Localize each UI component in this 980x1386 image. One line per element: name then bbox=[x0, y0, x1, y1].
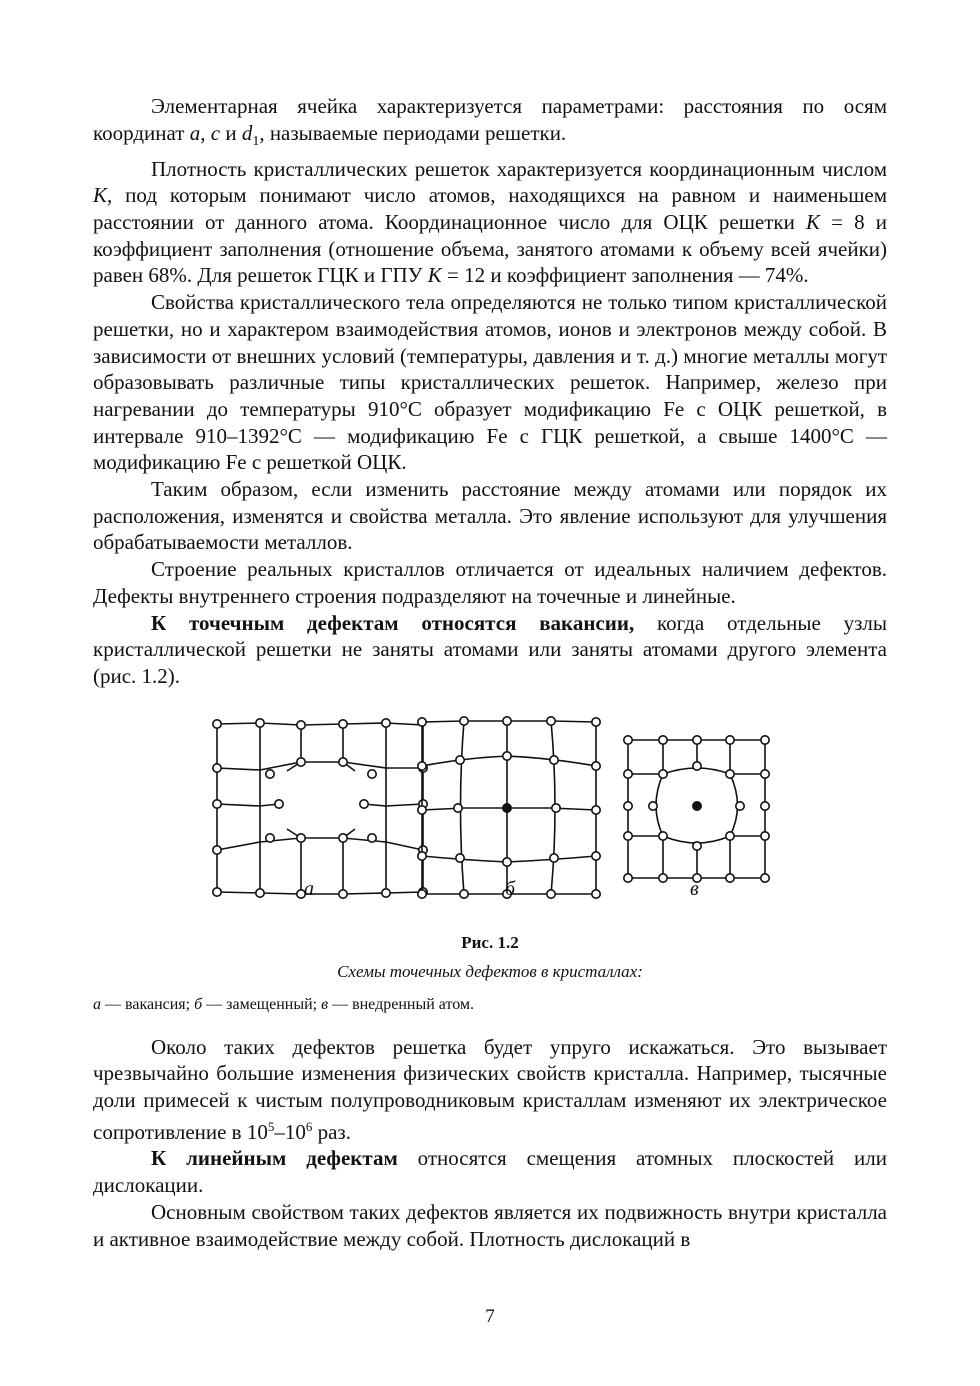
interstitial-atom bbox=[693, 801, 701, 809]
figure-label-a: а bbox=[304, 877, 314, 900]
paragraph-linear-defects: К линейным дефектам относятся смещения атомных плоскостей или дислокации. bbox=[93, 1146, 887, 1198]
figure-label-c: в bbox=[690, 877, 699, 900]
page-number: 7 bbox=[485, 1306, 495, 1327]
page-body bbox=[93, 93, 887, 1252]
figure-caption-number: Рис. 1.2 bbox=[461, 932, 519, 952]
paragraph-point-defects: К точечным дефектам относятся вакансии, когда отдельные узлы кристаллической решетки не заняты атомами или заняты атомами другого элемента (рис. 1.2). bbox=[93, 610, 887, 688]
lattice-interstitial bbox=[624, 735, 769, 881]
paragraph-unit-cell: Элементарная ячейка характеризуется параметрами: расстояния по осям координат a, c и $d_1$, называемые периодами решетки. bbox=[93, 94, 887, 149]
lattice-substituted bbox=[418, 716, 600, 897]
paragraph-conclusion: Таким образом, если изменить расстояние между атомами или порядок их расположения, изменятся и свойства металла. Это явление используют для улучшения обрабатываемости металлов. bbox=[93, 477, 887, 555]
paragraph-distortion: Около таких дефектов решетка будет упруго искажаться. Это вызывает чрезвычайно большие изменения физических свойств кристалла. Например, тысячные доли примесей к чистым полупроводниковым кристаллам изменяют их электрическое сопротивление в $10^5-10^6$ раз. bbox=[93, 1034, 887, 1144]
defect-lattice-diagrams bbox=[93, 694, 887, 906]
substituted-atom bbox=[503, 803, 511, 811]
paragraph-density: Плотность кристаллических решеток характеризуется координационным числом K, под которым понимают число атомов, находящихся на равном и наименьшем расстоянии от данного атома. Координационное число для ОЦК решетки K = 8 и коэффициент заполнения (отношение объема, занятого атомами к объему всей ячейки) равен 68%. Для решеток ГЦК и ГПУ K = 12 и коэффициент заполнения — 74%. bbox=[93, 156, 887, 288]
paragraph-dislocations: Основным свойством таких дефектов является их подвижность внутри кристалла и активное взаимодействие между собой. Плотность дислокаций в bbox=[93, 1199, 887, 1251]
figure-label-b: б bbox=[505, 877, 516, 900]
paragraph-real-crystals: Строение реальных кристаллов отличается от идеальных наличием дефектов. Дефекты внутреннего строения подразделяют на точечные и линейные. bbox=[93, 557, 887, 608]
figure-point-defects bbox=[93, 694, 887, 906]
lattice-vacancy bbox=[213, 718, 427, 897]
paragraph-properties: Свойства кристаллического тела определяются не только типом кристаллической решетки, но и характером взаимодействия атомов, ионов и электронов между собой. В зависимости от внешних условий (температуры, давления и т. д.) многие металлы могут образовывать различные типы кристаллических решеток. Например, железо при нагревании до температуры 910°C образует модификацию Fe с ОЦК решеткой, в интервале 910–1392°C — модификацию Fe с ГЦК решеткой, а свыше 1400°C — модификацию Fe с решеткой ОЦК. bbox=[93, 290, 887, 475]
figure-caption-title: Схемы точечных дефектов в кристаллах: bbox=[337, 961, 643, 981]
figure-legend: а — вакансия; б — замещенный; в — внедренный атом. bbox=[93, 995, 475, 1013]
